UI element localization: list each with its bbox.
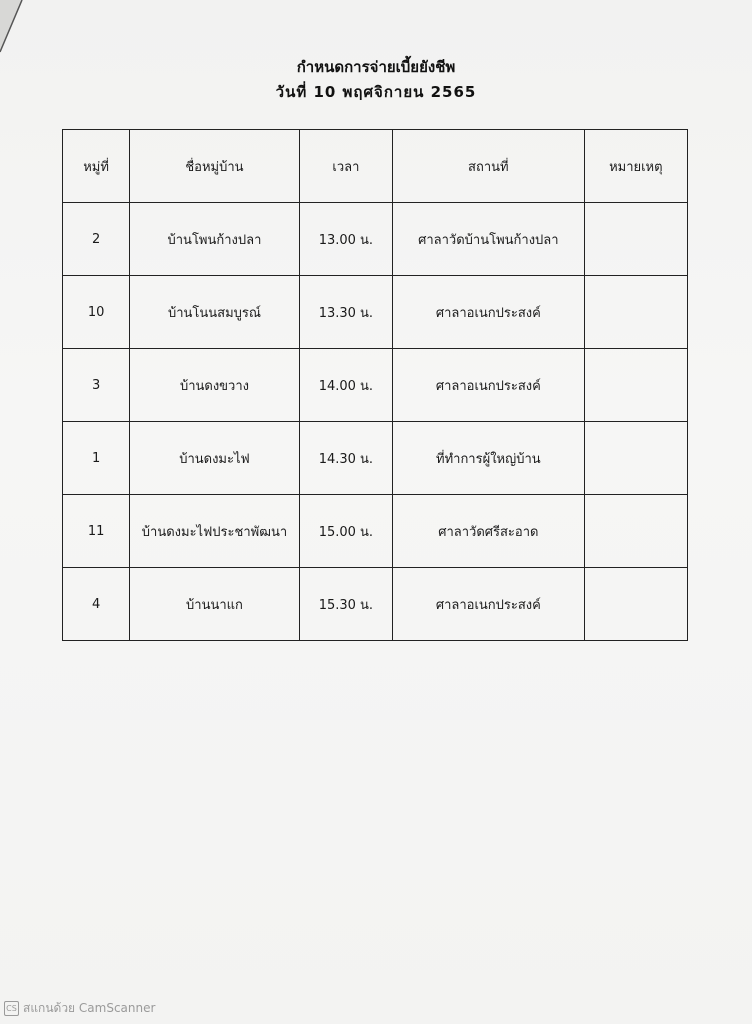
- cell-time: 13.00 น.: [299, 203, 392, 276]
- cell-village: บ้านโพนก้างปลา: [130, 203, 300, 276]
- cell-moo: 1: [63, 422, 130, 495]
- cell-village: บ้านดงขวาง: [130, 349, 300, 422]
- cell-moo: 10: [63, 276, 130, 349]
- table-row: [63, 203, 688, 276]
- document-title: กำหนดการจ่ายเบี้ยยังชีพ: [296, 58, 456, 76]
- cell-time: 14.30 น.: [299, 422, 392, 495]
- watermark-text: สแกนด้วย CamScanner: [23, 1001, 156, 1015]
- schedule-table: [62, 129, 688, 641]
- cell-note: [584, 349, 687, 422]
- cell-time: 14.00 น.: [299, 349, 392, 422]
- cell-place: ศาลาวัดบ้านโพนก้างปลา: [393, 203, 585, 276]
- column-header-village: ชื่อหมู่บ้าน: [130, 130, 300, 203]
- column-header-moo: หมู่ที่: [63, 130, 130, 203]
- cell-note: [584, 568, 687, 641]
- cell-moo: 2: [63, 203, 130, 276]
- cell-place: ศาลาอเนกประสงค์: [393, 568, 585, 641]
- cell-village: บ้านดงมะไฟ: [130, 422, 300, 495]
- column-header-place: สถานที่: [393, 130, 585, 203]
- column-header-time: เวลา: [299, 130, 392, 203]
- cell-place: ศาลาวัดศรีสะอาด: [393, 495, 585, 568]
- document-date: วันที่ 10 พฤศจิกายน 2565: [275, 83, 477, 101]
- camscanner-watermark: [4, 999, 155, 1018]
- table-row: [63, 276, 688, 349]
- cell-note: [584, 203, 687, 276]
- cell-time: 15.30 น.: [299, 568, 392, 641]
- cell-note: [584, 422, 687, 495]
- cell-note: [584, 276, 687, 349]
- cell-time: 13.30 น.: [299, 276, 392, 349]
- camscanner-logo-icon: CS: [4, 1001, 19, 1016]
- cell-moo: 3: [63, 349, 130, 422]
- table-row: [63, 568, 688, 641]
- table-row: [63, 422, 688, 495]
- cell-place: ศาลาอเนกประสงค์: [393, 276, 585, 349]
- cell-village: บ้านโนนสมบูรณ์: [130, 276, 300, 349]
- cell-time: 15.00 น.: [299, 495, 392, 568]
- cell-moo: 11: [63, 495, 130, 568]
- cell-village: บ้านนาแก: [130, 568, 300, 641]
- table-row: [63, 495, 688, 568]
- cell-note: [584, 495, 687, 568]
- cell-village: บ้านดงมะไฟประชาพัฒนา: [130, 495, 300, 568]
- cell-place: ศาลาอเนกประสงค์: [393, 349, 585, 422]
- page-corner-fold: [0, 0, 40, 60]
- cell-moo: 4: [63, 568, 130, 641]
- table-row: [63, 349, 688, 422]
- column-header-note: หมายเหตุ: [584, 130, 687, 203]
- table-header-row: [63, 130, 688, 203]
- cell-place: ที่ทำการผู้ใหญ่บ้าน: [393, 422, 585, 495]
